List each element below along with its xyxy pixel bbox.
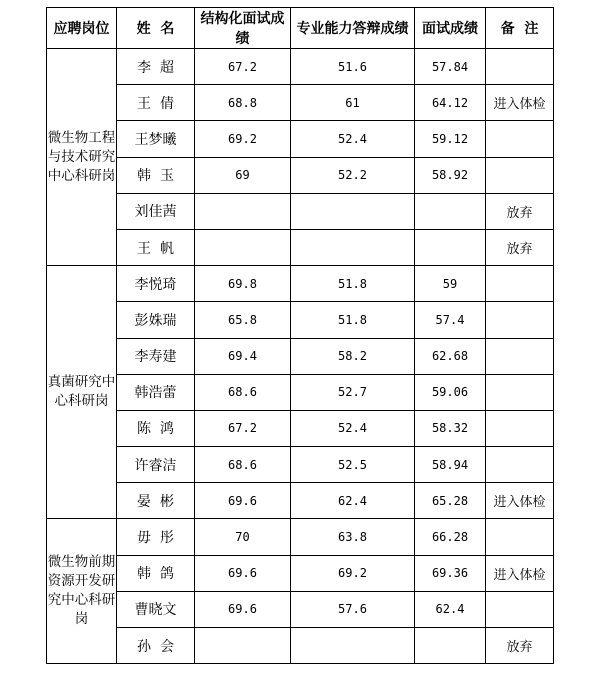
structured-score-cell: 70 xyxy=(195,519,291,555)
note-cell xyxy=(486,266,554,302)
table-row xyxy=(47,229,554,265)
interview-score-cell: 58.94 xyxy=(415,447,486,483)
table-row xyxy=(47,628,554,664)
header-position: 应聘岗位 xyxy=(47,8,117,49)
name-cell: 彭姝瑞 xyxy=(117,302,195,338)
interview-score-cell: 65.28 xyxy=(415,483,486,519)
note-cell: 进入体检 xyxy=(486,483,554,519)
table-row xyxy=(47,49,554,85)
table-row xyxy=(47,157,554,193)
professional-score-cell xyxy=(291,229,415,265)
table-row xyxy=(47,374,554,410)
structured-score-cell: 69.6 xyxy=(195,591,291,627)
note-cell xyxy=(486,338,554,374)
interview-score-cell: 58.92 xyxy=(415,157,486,193)
name-cell: 许睿洁 xyxy=(117,447,195,483)
interview-score-cell xyxy=(415,193,486,229)
structured-score-cell: 69.6 xyxy=(195,483,291,519)
professional-score-cell: 61 xyxy=(291,85,415,121)
name-cell: 刘佳茜 xyxy=(117,193,195,229)
structured-score-cell: 67.2 xyxy=(195,410,291,446)
structured-score-cell: 69 xyxy=(195,157,291,193)
table-row xyxy=(47,85,554,121)
structured-score-cell: 68.8 xyxy=(195,85,291,121)
professional-score-cell xyxy=(291,193,415,229)
name-cell: 王 帆 xyxy=(117,229,195,265)
structured-score-cell: 69.2 xyxy=(195,121,291,157)
note-cell xyxy=(486,410,554,446)
note-cell: 放弃 xyxy=(486,628,554,664)
name-cell: 李悦琦 xyxy=(117,266,195,302)
interview-score-cell: 57.84 xyxy=(415,49,486,85)
name-cell: 晏 彬 xyxy=(117,483,195,519)
structured-score-cell: 68.6 xyxy=(195,374,291,410)
professional-score-cell: 57.6 xyxy=(291,591,415,627)
note-cell xyxy=(486,374,554,410)
professional-score-cell xyxy=(291,628,415,664)
interview-score-cell: 59.06 xyxy=(415,374,486,410)
structured-score-cell: 69.4 xyxy=(195,338,291,374)
interview-score-cell: 62.68 xyxy=(415,338,486,374)
structured-score-cell xyxy=(195,193,291,229)
interview-score-cell: 57.4 xyxy=(415,302,486,338)
header-note: 备 注 xyxy=(486,8,554,49)
table-row xyxy=(47,266,554,302)
name-cell: 孙 会 xyxy=(117,628,195,664)
header-name: 姓 名 xyxy=(117,8,195,49)
structured-score-cell: 69.6 xyxy=(195,555,291,591)
name-cell: 王梦曦 xyxy=(117,121,195,157)
position-cell: 微生物工程与技术研究中心科研岗 xyxy=(47,49,117,266)
interview-score-cell: 64.12 xyxy=(415,85,486,121)
table-row xyxy=(47,591,554,627)
note-cell: 放弃 xyxy=(486,193,554,229)
note-cell xyxy=(486,447,554,483)
name-cell: 毋 彤 xyxy=(117,519,195,555)
structured-score-cell: 67.2 xyxy=(195,49,291,85)
professional-score-cell: 52.2 xyxy=(291,157,415,193)
interview-score-cell: 58.32 xyxy=(415,410,486,446)
note-cell: 进入体检 xyxy=(486,555,554,591)
name-cell: 陈 鸿 xyxy=(117,410,195,446)
name-cell: 韩 玉 xyxy=(117,157,195,193)
table-row xyxy=(47,121,554,157)
professional-score-cell: 58.2 xyxy=(291,338,415,374)
interview-score-cell xyxy=(415,229,486,265)
interview-score-cell: 69.36 xyxy=(415,555,486,591)
header-structured: 结构化面试成绩 xyxy=(195,8,291,49)
structured-score-cell: 69.8 xyxy=(195,266,291,302)
table-row xyxy=(47,193,554,229)
header-professional: 专业能力答辩成绩 xyxy=(291,8,415,49)
professional-score-cell: 52.5 xyxy=(291,447,415,483)
name-cell: 李寿建 xyxy=(117,338,195,374)
note-cell xyxy=(486,591,554,627)
table-row xyxy=(47,338,554,374)
structured-score-cell xyxy=(195,628,291,664)
note-cell: 放弃 xyxy=(486,229,554,265)
name-cell: 李 超 xyxy=(117,49,195,85)
header-interview: 面试成绩 xyxy=(415,8,486,49)
note-cell: 进入体检 xyxy=(486,85,554,121)
structured-score-cell: 68.6 xyxy=(195,447,291,483)
interview-score-cell: 66.28 xyxy=(415,519,486,555)
table-row xyxy=(47,519,554,555)
professional-score-cell: 69.2 xyxy=(291,555,415,591)
table-row xyxy=(47,302,554,338)
structured-score-cell xyxy=(195,229,291,265)
note-cell xyxy=(486,302,554,338)
name-cell: 韩浩蕾 xyxy=(117,374,195,410)
table-row xyxy=(47,483,554,519)
interview-score-cell: 62.4 xyxy=(415,591,486,627)
interview-score-cell: 59 xyxy=(415,266,486,302)
position-cell: 微生物前期资源开发研究中心科研岗 xyxy=(47,519,117,664)
note-cell xyxy=(486,49,554,85)
interview-score-cell: 59.12 xyxy=(415,121,486,157)
note-cell xyxy=(486,519,554,555)
table-row xyxy=(47,410,554,446)
professional-score-cell: 52.4 xyxy=(291,410,415,446)
professional-score-cell: 52.4 xyxy=(291,121,415,157)
professional-score-cell: 51.8 xyxy=(291,302,415,338)
note-cell xyxy=(486,157,554,193)
professional-score-cell: 51.8 xyxy=(291,266,415,302)
results-table xyxy=(46,7,554,664)
name-cell: 韩 鸽 xyxy=(117,555,195,591)
note-cell xyxy=(486,121,554,157)
position-cell: 真菌研究中心科研岗 xyxy=(47,266,117,519)
table-row xyxy=(47,447,554,483)
professional-score-cell: 52.7 xyxy=(291,374,415,410)
professional-score-cell: 63.8 xyxy=(291,519,415,555)
header-row xyxy=(47,8,554,49)
name-cell: 曹晓文 xyxy=(117,591,195,627)
interview-score-cell xyxy=(415,628,486,664)
professional-score-cell: 51.6 xyxy=(291,49,415,85)
name-cell: 王 倩 xyxy=(117,85,195,121)
professional-score-cell: 62.4 xyxy=(291,483,415,519)
table-row xyxy=(47,555,554,591)
structured-score-cell: 65.8 xyxy=(195,302,291,338)
